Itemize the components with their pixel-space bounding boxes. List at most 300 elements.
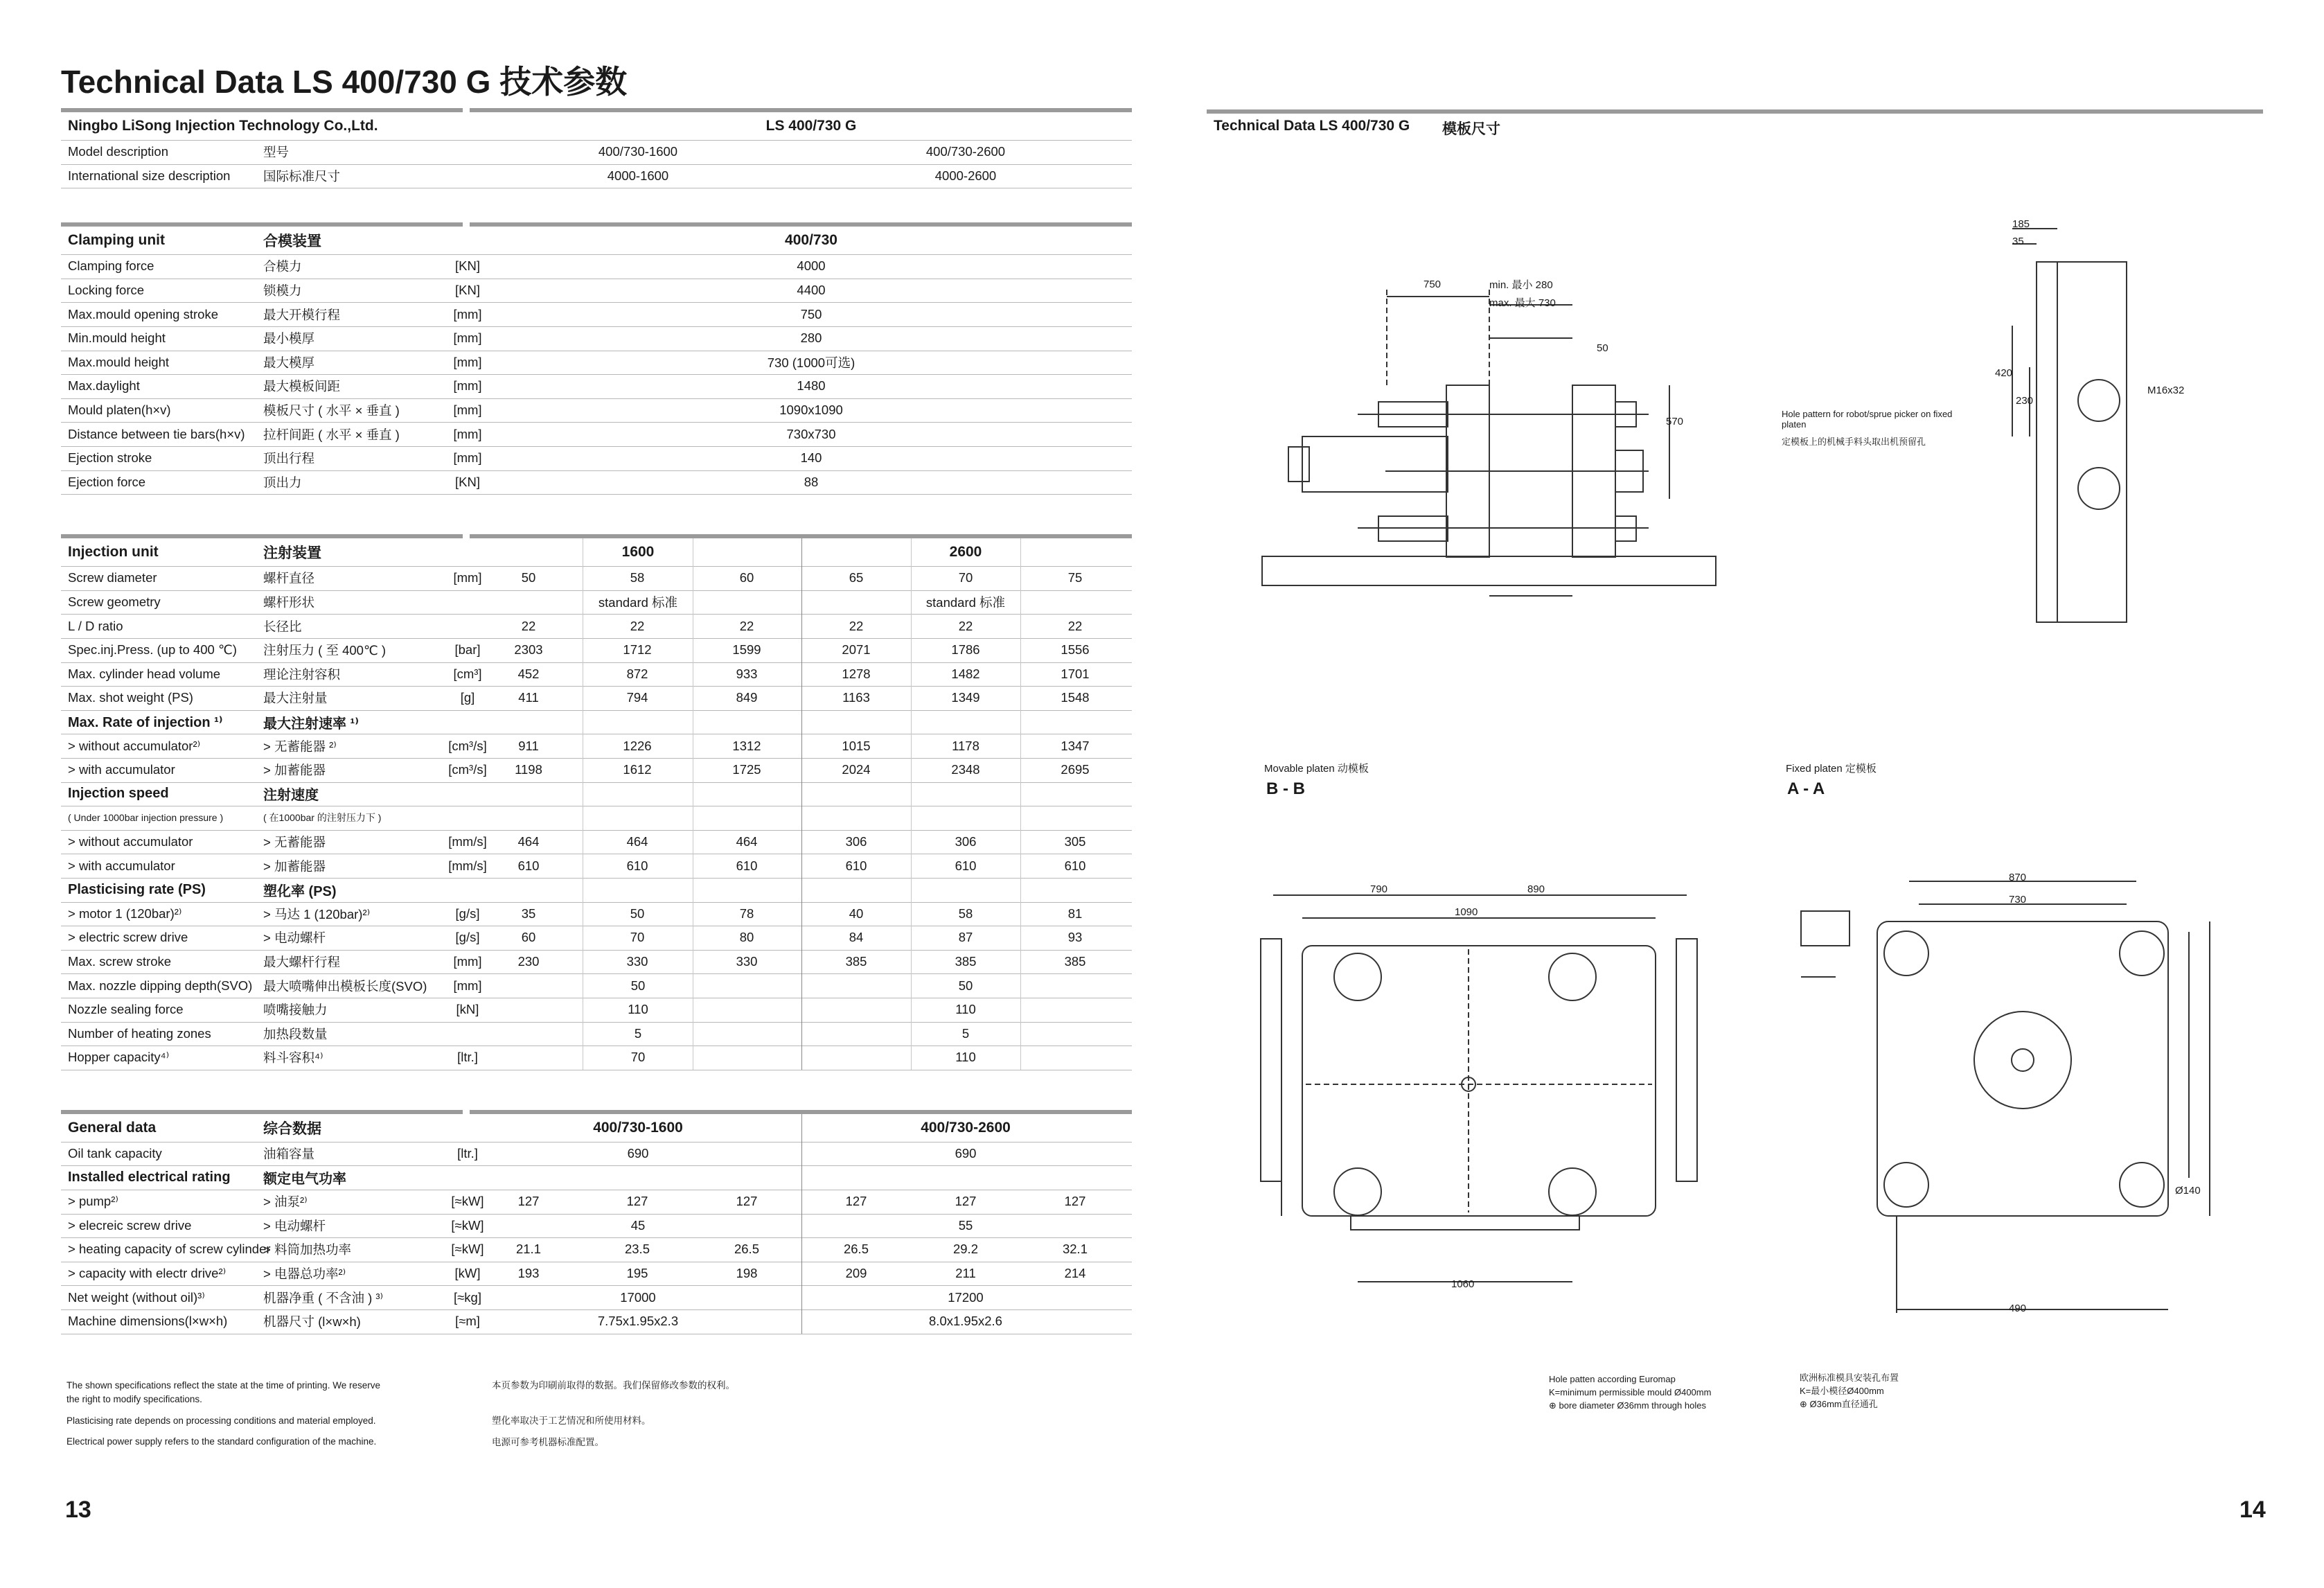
row-label-en: > with accumulator bbox=[68, 858, 175, 873]
cell-value: 4000-1600 bbox=[607, 168, 669, 183]
fixed-platen-drawing bbox=[1801, 881, 2210, 1313]
cell-value: 1178 bbox=[952, 738, 979, 753]
cell-value: 40 bbox=[849, 906, 864, 921]
table-row bbox=[61, 1214, 1132, 1238]
row-label-en: Ningbo LiSong Injection Technology Co.,Ltd. bbox=[68, 118, 378, 134]
cell-value: 690 bbox=[955, 1146, 977, 1161]
cell-value: 1599 bbox=[732, 642, 761, 658]
table-row bbox=[61, 902, 1132, 926]
cell-value: 1725 bbox=[732, 762, 761, 777]
row-label-en: Spec.inj.Press. (up to 400 ℃) bbox=[68, 642, 237, 658]
row-label-cn: 型号 bbox=[263, 145, 290, 160]
table-row bbox=[61, 164, 1132, 188]
row-label-cn: 料斗容积⁴⁾ bbox=[263, 1050, 323, 1066]
row-label-cn: 最大螺杆行程 bbox=[263, 955, 341, 970]
cell-value: 7.75x1.95x2.3 bbox=[597, 1314, 679, 1329]
cell-value: 81 bbox=[1067, 906, 1083, 921]
row-label-en: Model description bbox=[68, 144, 168, 159]
fixed-platen-label: Fixed platen 定模板 bbox=[1786, 763, 1877, 775]
cell-value: 22 bbox=[958, 618, 973, 633]
dim-750: 750 bbox=[1423, 279, 1442, 290]
row-label-cn: 理论注射容积 bbox=[263, 667, 341, 682]
table-row bbox=[61, 398, 1132, 423]
cell-value: 127 bbox=[845, 1194, 867, 1209]
cell-value: 23.5 bbox=[624, 1242, 650, 1257]
column-divider bbox=[801, 1114, 802, 1334]
cell-value: 730x730 bbox=[786, 426, 836, 441]
row-unit: [g] bbox=[460, 690, 475, 705]
cell-value: 45 bbox=[630, 1217, 646, 1233]
row-unit: [mm/s] bbox=[448, 834, 487, 849]
cell-value: 26.5 bbox=[843, 1242, 869, 1257]
table-row bbox=[61, 302, 1132, 326]
table-row bbox=[61, 1165, 1132, 1190]
row-label-en: Max.daylight bbox=[68, 378, 140, 394]
side-view-drawing bbox=[1262, 290, 1716, 596]
cell-value: 610 bbox=[626, 858, 648, 873]
table-header-row bbox=[61, 1114, 1132, 1142]
dim-min: min. 最小 280 bbox=[1489, 279, 1553, 291]
row-label-en: > with accumulator bbox=[68, 762, 175, 777]
table-row bbox=[61, 950, 1132, 974]
cell-value: 385 bbox=[845, 954, 867, 969]
cell-value: 400/730-1600 bbox=[598, 144, 678, 159]
row-label-en: Max. Rate of injection ¹⁾ bbox=[68, 714, 223, 730]
cell-value: 849 bbox=[736, 690, 758, 705]
row-label-en: Clamping unit bbox=[68, 232, 165, 249]
row-unit: [KN] bbox=[455, 258, 480, 274]
cell-value: 1556 bbox=[1061, 642, 1090, 658]
row-label-cn: > 马达 1 (120bar)²⁾ bbox=[263, 906, 371, 921]
cell-value: standard 标准 bbox=[925, 595, 1006, 610]
dim-490: 490 bbox=[2009, 1303, 2027, 1314]
row-label-cn: 螺杆直径 bbox=[263, 571, 315, 586]
cell-value: 195 bbox=[626, 1266, 648, 1281]
column-divider bbox=[1020, 538, 1021, 1070]
row-label-en: L / D ratio bbox=[68, 618, 123, 633]
row-label-cn: 模板尺寸 ( 水平 × 垂直 ) bbox=[263, 403, 400, 418]
row-label-en: Max. nozzle dipping depth(SVO) bbox=[68, 978, 253, 993]
row-unit: [≈kW] bbox=[451, 1217, 484, 1233]
row-unit: [KN] bbox=[455, 474, 480, 489]
cell-value: 1701 bbox=[1061, 666, 1090, 681]
table-row bbox=[61, 1046, 1132, 1070]
cell-value: 400/730-2600 bbox=[921, 1119, 1011, 1136]
cell-value: 306 bbox=[955, 834, 977, 849]
dim-1090: 1090 bbox=[1455, 906, 1478, 918]
cell-value: 400/730 bbox=[785, 232, 837, 249]
cell-value: 385 bbox=[1064, 954, 1086, 969]
cell-value: 60 bbox=[739, 570, 754, 585]
cell-value: 127 bbox=[626, 1194, 648, 1209]
row-label-cn: 长径比 bbox=[263, 619, 302, 634]
cell-value: 1482 bbox=[951, 666, 980, 681]
row-label-cn: 顶出行程 bbox=[263, 451, 315, 466]
cell-value: 400/730-2600 bbox=[925, 144, 1006, 159]
cell-value: 1786 bbox=[951, 642, 980, 658]
cell-value: 211 bbox=[955, 1266, 976, 1281]
row-label-cn: > 电器总功率²⁾ bbox=[263, 1267, 346, 1282]
row-label-en: > electric screw drive bbox=[68, 930, 188, 945]
row-label-en: Number of heating zones bbox=[68, 1025, 211, 1041]
cell-value: 78 bbox=[739, 906, 754, 921]
cell-value: 1090x1090 bbox=[779, 403, 843, 418]
cell-value: 2071 bbox=[842, 642, 871, 658]
row-label-cn: > 电动螺杆 bbox=[263, 930, 326, 946]
row-unit: [mm] bbox=[453, 378, 482, 394]
table-row bbox=[61, 638, 1132, 662]
cell-value: 127 bbox=[736, 1194, 758, 1209]
row-label-en: ( Under 1000bar injection pressure ) bbox=[68, 812, 224, 824]
cell-value: 60 bbox=[521, 930, 536, 945]
table-row bbox=[61, 662, 1132, 687]
dim-140: Ø140 bbox=[2175, 1185, 2201, 1197]
cell-value: 214 bbox=[1064, 1266, 1086, 1281]
dim-790: 790 bbox=[1370, 883, 1388, 895]
cell-value: 911 bbox=[518, 738, 539, 753]
cell-value: 464 bbox=[736, 834, 758, 849]
row-label-cn: > 无蓄能器 bbox=[263, 835, 326, 850]
fixed-section-label: A - A bbox=[1787, 779, 1825, 798]
cell-value: 21.1 bbox=[515, 1242, 541, 1257]
hole-note-en: Hole patten according Euromap K=minimum permissible mould Ø400mm ⊕ bore diameter Ø36mm through holes bbox=[1549, 1374, 1712, 1411]
row-label-cn: 喷嘴接触力 bbox=[263, 1003, 328, 1018]
row-unit: [ltr.] bbox=[457, 1050, 478, 1065]
table-row bbox=[61, 854, 1132, 878]
cell-value: 690 bbox=[627, 1146, 649, 1161]
row-label-en: International size description bbox=[68, 168, 231, 183]
row-label-cn: ( 在1000bar 的注射压力下 ) bbox=[263, 812, 382, 824]
cell-value: 110 bbox=[955, 1002, 976, 1017]
cell-value: 26.5 bbox=[734, 1242, 759, 1257]
cell-value: 93 bbox=[1067, 930, 1083, 945]
row-label-en: > motor 1 (120bar)²⁾ bbox=[68, 906, 182, 921]
cell-value: 29.2 bbox=[952, 1242, 978, 1257]
cell-value: 4000 bbox=[797, 258, 826, 274]
cell-value: 230 bbox=[517, 954, 540, 969]
row-unit: [cm³/s] bbox=[448, 738, 487, 753]
row-label-cn: 机器净重 ( 不含油 ) ³⁾ bbox=[263, 1290, 384, 1305]
row-unit: [mm] bbox=[453, 570, 482, 585]
cell-value: 22 bbox=[849, 618, 864, 633]
cell-value: 22 bbox=[1067, 618, 1083, 633]
cell-value: 50 bbox=[958, 978, 973, 993]
row-unit: [g/s] bbox=[455, 930, 480, 945]
cell-value: 5 bbox=[961, 1025, 970, 1041]
row-unit: [mm] bbox=[453, 954, 482, 969]
row-divider bbox=[61, 494, 1132, 495]
row-label-cn: 顶出力 bbox=[263, 475, 302, 490]
dim-890: 890 bbox=[1527, 883, 1545, 895]
cell-value: 1548 bbox=[1061, 690, 1090, 705]
row-label-en: Max. cylinder head volume bbox=[68, 666, 221, 681]
cell-value: 1312 bbox=[732, 738, 761, 753]
row-label-cn: 机器尺寸 (l×w×h) bbox=[263, 1314, 361, 1330]
row-label-cn: 最大喷嘴伸出模板长度(SVO) bbox=[263, 978, 427, 994]
row-unit: [mm] bbox=[453, 978, 482, 993]
row-unit: [kW] bbox=[454, 1266, 481, 1281]
row-label-cn: > 料筒加热功率 bbox=[263, 1242, 351, 1258]
row-label-cn: 注射压力 ( 至 400℃ ) bbox=[263, 643, 387, 658]
cell-value: 8.0x1.95x2.6 bbox=[929, 1314, 1002, 1329]
table-row bbox=[61, 326, 1132, 351]
table-row bbox=[61, 470, 1132, 495]
row-label-en: Screw diameter bbox=[68, 570, 157, 585]
cell-value: 2303 bbox=[514, 642, 543, 658]
table-row bbox=[61, 590, 1132, 615]
row-unit: [mm] bbox=[453, 354, 482, 369]
cell-value: 330 bbox=[736, 954, 758, 969]
row-label-en: Plasticising rate (PS) bbox=[68, 881, 206, 897]
row-label-en: > without accumulator²⁾ bbox=[68, 738, 201, 753]
cell-value: 198 bbox=[736, 1266, 758, 1281]
table-row bbox=[61, 140, 1132, 164]
row-label-en: General data bbox=[68, 1119, 157, 1136]
page-number-right: 14 bbox=[2239, 1497, 2266, 1523]
cell-value: 58 bbox=[958, 906, 973, 921]
table-row bbox=[61, 374, 1132, 398]
row-label-en: Net weight (without oil)³⁾ bbox=[68, 1289, 205, 1305]
spec-table bbox=[61, 108, 1132, 1334]
row-label-en: Clamping force bbox=[68, 258, 154, 274]
table-row bbox=[61, 998, 1132, 1022]
cell-value: 50 bbox=[630, 978, 646, 993]
table-row bbox=[61, 1285, 1132, 1309]
table-header-row bbox=[61, 227, 1132, 254]
cell-value: 411 bbox=[518, 690, 539, 705]
row-label-cn: 螺杆形状 bbox=[263, 595, 315, 610]
row-label-en: Max.mould height bbox=[68, 354, 170, 369]
cell-value: 610 bbox=[845, 858, 867, 873]
table-row bbox=[61, 686, 1132, 710]
row-label-en: Machine dimensions(l×w×h) bbox=[68, 1314, 228, 1329]
footnotes-cn: 本页参数为印刷前取得的数据。我们保留修改参数的权利。 塑化率取决于工艺情况和所使用材料。 电源可参考机器标准配置。 bbox=[492, 1380, 735, 1447]
cell-value: 1015 bbox=[842, 738, 871, 753]
cell-value: 385 bbox=[955, 954, 977, 969]
row-label-cn: 加热段数量 bbox=[263, 1026, 328, 1041]
cell-value: 1600 bbox=[621, 544, 655, 561]
row-label-cn: 锁模力 bbox=[263, 283, 302, 299]
dim-230: 230 bbox=[2016, 395, 2034, 407]
cell-value: 35 bbox=[521, 906, 536, 921]
row-label-cn: 注射装置 bbox=[263, 545, 321, 562]
row-unit: [KN] bbox=[455, 283, 480, 298]
row-label-cn: > 无蓄能器 ²⁾ bbox=[263, 739, 337, 754]
cell-value: 1712 bbox=[623, 642, 652, 658]
row-unit: [mm] bbox=[453, 330, 482, 346]
row-label-en: Installed electrical rating bbox=[68, 1170, 231, 1185]
cell-value: 193 bbox=[517, 1266, 540, 1281]
table-row bbox=[61, 614, 1132, 638]
dim-420: 420 bbox=[1995, 367, 2013, 379]
dim-m16: M16x32 bbox=[2147, 385, 2185, 396]
row-label-cn: > 加蓄能器 bbox=[263, 858, 326, 874]
row-unit: [mm] bbox=[453, 306, 482, 321]
row-label-cn: 拉杆间距 ( 水平 × 垂直 ) bbox=[263, 427, 400, 442]
cell-value: 110 bbox=[955, 1050, 976, 1065]
row-label-en: Injection unit bbox=[68, 544, 159, 561]
table-row bbox=[61, 878, 1132, 902]
right-page-header: Technical Data LS 400/730 G 模板尺寸 bbox=[1207, 109, 2263, 140]
table-row bbox=[61, 1142, 1132, 1166]
platen-side-elevation bbox=[2012, 229, 2127, 622]
row-label-en: Nozzle sealing force bbox=[68, 1002, 184, 1017]
row-label-cn bbox=[263, 112, 471, 140]
table-row bbox=[61, 973, 1132, 998]
row-unit: [≈kg] bbox=[454, 1289, 481, 1305]
cell-value: 305 bbox=[1064, 834, 1086, 849]
footnotes-en: The shown specifications reflect the state at the time of printing. We reserve the right to modify specifications. Plasticising rate depends on processing conditions and material employed. Electrical power supply refers to the standard configuration of the machine. bbox=[66, 1380, 380, 1447]
row-label-en: Locking force bbox=[68, 283, 145, 298]
row-label-cn: 最大开模行程 bbox=[263, 307, 341, 322]
table-row bbox=[61, 351, 1132, 375]
cell-value: 610 bbox=[736, 858, 758, 873]
cell-value: 2348 bbox=[951, 762, 980, 777]
cell-value: 50 bbox=[521, 570, 536, 585]
row-label-cn: 额定电气功率 bbox=[263, 1172, 346, 1188]
row-unit: [mm] bbox=[453, 426, 482, 441]
cell-value: 1278 bbox=[842, 666, 871, 681]
row-label-en: Distance between tie bars(h×v) bbox=[68, 426, 245, 441]
row-label-en: > elecreic screw drive bbox=[68, 1217, 192, 1233]
row-label-cn: 塑化率 (PS) bbox=[263, 883, 337, 899]
row-unit: [cm³] bbox=[453, 666, 482, 681]
cell-value: 58 bbox=[630, 570, 645, 585]
z-note-en: Hole pattern for robot/sprue picker on fixed platen bbox=[1782, 409, 1953, 430]
cell-value: 400/730-1600 bbox=[593, 1119, 683, 1136]
row-label-cn: 油箱容量 bbox=[263, 1147, 315, 1162]
row-label-en: Mould platen(h×v) bbox=[68, 403, 171, 418]
cell-value: 84 bbox=[849, 930, 864, 945]
dim-1060: 1060 bbox=[1451, 1278, 1475, 1290]
cell-value: 127 bbox=[955, 1194, 977, 1209]
row-unit: [g/s] bbox=[455, 906, 480, 921]
table-row bbox=[61, 806, 1132, 830]
table-row bbox=[61, 710, 1132, 734]
table-row bbox=[61, 566, 1132, 590]
row-label-cn: 最大注射量 bbox=[263, 691, 328, 706]
row-label-en: Injection speed bbox=[68, 786, 169, 802]
movable-section-label: B - B bbox=[1266, 779, 1305, 798]
table-row bbox=[61, 254, 1132, 279]
dim-50: 50 bbox=[1597, 342, 1608, 354]
cell-value: standard 标准 bbox=[598, 595, 678, 610]
table-row bbox=[61, 926, 1132, 950]
row-label-en: > pump²⁾ bbox=[68, 1194, 118, 1209]
cell-value: 452 bbox=[517, 666, 540, 681]
cell-value: 933 bbox=[736, 666, 758, 681]
table-header-row bbox=[61, 538, 1132, 566]
table-row bbox=[61, 1309, 1132, 1334]
z-note-cn: 定模板上的机械手料头取出机预留孔 bbox=[1782, 436, 1926, 447]
cell-value: 330 bbox=[626, 954, 648, 969]
row-label-cn: 国际标准尺寸 bbox=[263, 168, 341, 184]
cell-value: 70 bbox=[630, 1050, 646, 1065]
cell-value: 80 bbox=[739, 930, 754, 945]
table-row bbox=[61, 1190, 1132, 1214]
page-number-left: 13 bbox=[65, 1497, 91, 1523]
cell-value: 1226 bbox=[623, 738, 652, 753]
row-unit: [kN] bbox=[456, 1002, 479, 1017]
cell-value: 2695 bbox=[1061, 762, 1090, 777]
table-row bbox=[61, 1262, 1132, 1286]
column-divider bbox=[801, 538, 802, 1070]
table-row bbox=[61, 782, 1132, 806]
cell-value: 1612 bbox=[623, 762, 652, 777]
row-label-en: Ejection force bbox=[68, 474, 146, 489]
cell-value: 22 bbox=[521, 618, 536, 633]
cell-value: 22 bbox=[630, 618, 645, 633]
table-row bbox=[61, 1237, 1132, 1262]
row-label-en: > heating capacity of screw cylinder bbox=[68, 1242, 271, 1257]
cell-value: 610 bbox=[955, 858, 977, 873]
cell-value: 87 bbox=[958, 930, 973, 945]
cell-value: 50 bbox=[630, 906, 645, 921]
cell-value: 464 bbox=[626, 834, 648, 849]
row-unit: [≈kW] bbox=[451, 1242, 484, 1257]
table-row bbox=[61, 422, 1132, 446]
hole-note-cn: 欧洲标准模具安装孔布置 K=最小模径Ø400mm ⊕ Ø36mm直径通孔 bbox=[1800, 1373, 1899, 1409]
cell-value: 127 bbox=[517, 1194, 540, 1209]
cell-value: 1349 bbox=[951, 690, 980, 705]
page-title: Technical Data LS 400/730 G 技术参数 bbox=[61, 64, 628, 100]
row-label-en: > capacity with electr drive²⁾ bbox=[68, 1266, 227, 1281]
cell-value: 17000 bbox=[620, 1289, 656, 1305]
table-row bbox=[61, 734, 1132, 758]
cell-value: 75 bbox=[1067, 570, 1083, 585]
row-label-cn: 最大注射速率 ¹⁾ bbox=[263, 716, 359, 732]
row-label-en: Max. screw stroke bbox=[68, 954, 172, 969]
dim-35: 35 bbox=[2012, 236, 2024, 247]
column-divider bbox=[911, 538, 912, 1070]
row-label-en: Oil tank capacity bbox=[68, 1146, 162, 1161]
cell-value: 610 bbox=[1064, 858, 1086, 873]
cell-value: 306 bbox=[845, 834, 867, 849]
row-label-en: > without accumulator bbox=[68, 834, 193, 849]
row-label-en: Ejection stroke bbox=[68, 450, 152, 466]
cell-value: 2024 bbox=[842, 762, 871, 777]
table-row bbox=[61, 279, 1132, 303]
cell-value: 4400 bbox=[797, 283, 826, 298]
row-label-cn: 注射速度 bbox=[263, 788, 319, 804]
movable-platen-label: Movable platen 动模板 bbox=[1264, 763, 1369, 775]
cell-value: 730 (1000可选) bbox=[767, 355, 855, 370]
cell-value: 127 bbox=[1064, 1194, 1086, 1209]
row-label-en: Min.mould height bbox=[68, 330, 166, 346]
row-label-en: Hopper capacity⁴⁾ bbox=[68, 1050, 170, 1065]
cell-value: 209 bbox=[845, 1266, 867, 1281]
row-label-cn: 合模力 bbox=[263, 259, 302, 274]
row-unit: [ltr.] bbox=[457, 1146, 478, 1161]
table-row bbox=[61, 1022, 1132, 1046]
row-unit: [≈kW] bbox=[451, 1194, 484, 1209]
cell-value: 55 bbox=[958, 1217, 973, 1233]
dim-max: max. 最大 730 bbox=[1489, 297, 1556, 309]
cell-value: LS 400/730 G bbox=[765, 118, 857, 134]
cell-value: 464 bbox=[517, 834, 540, 849]
row-label-cn: 最小模厚 bbox=[263, 331, 315, 346]
cell-value: 4000-2600 bbox=[934, 168, 997, 183]
row-unit: [mm] bbox=[453, 403, 482, 418]
cell-value: 1163 bbox=[842, 690, 870, 705]
cell-value: 5 bbox=[634, 1025, 642, 1041]
cell-value: 17200 bbox=[948, 1289, 984, 1305]
cell-value: 1480 bbox=[797, 378, 826, 394]
row-label-en: Screw geometry bbox=[68, 594, 161, 610]
cell-value: 794 bbox=[626, 690, 648, 705]
cell-value: 140 bbox=[800, 450, 822, 466]
row-unit: [mm/s] bbox=[448, 858, 487, 873]
